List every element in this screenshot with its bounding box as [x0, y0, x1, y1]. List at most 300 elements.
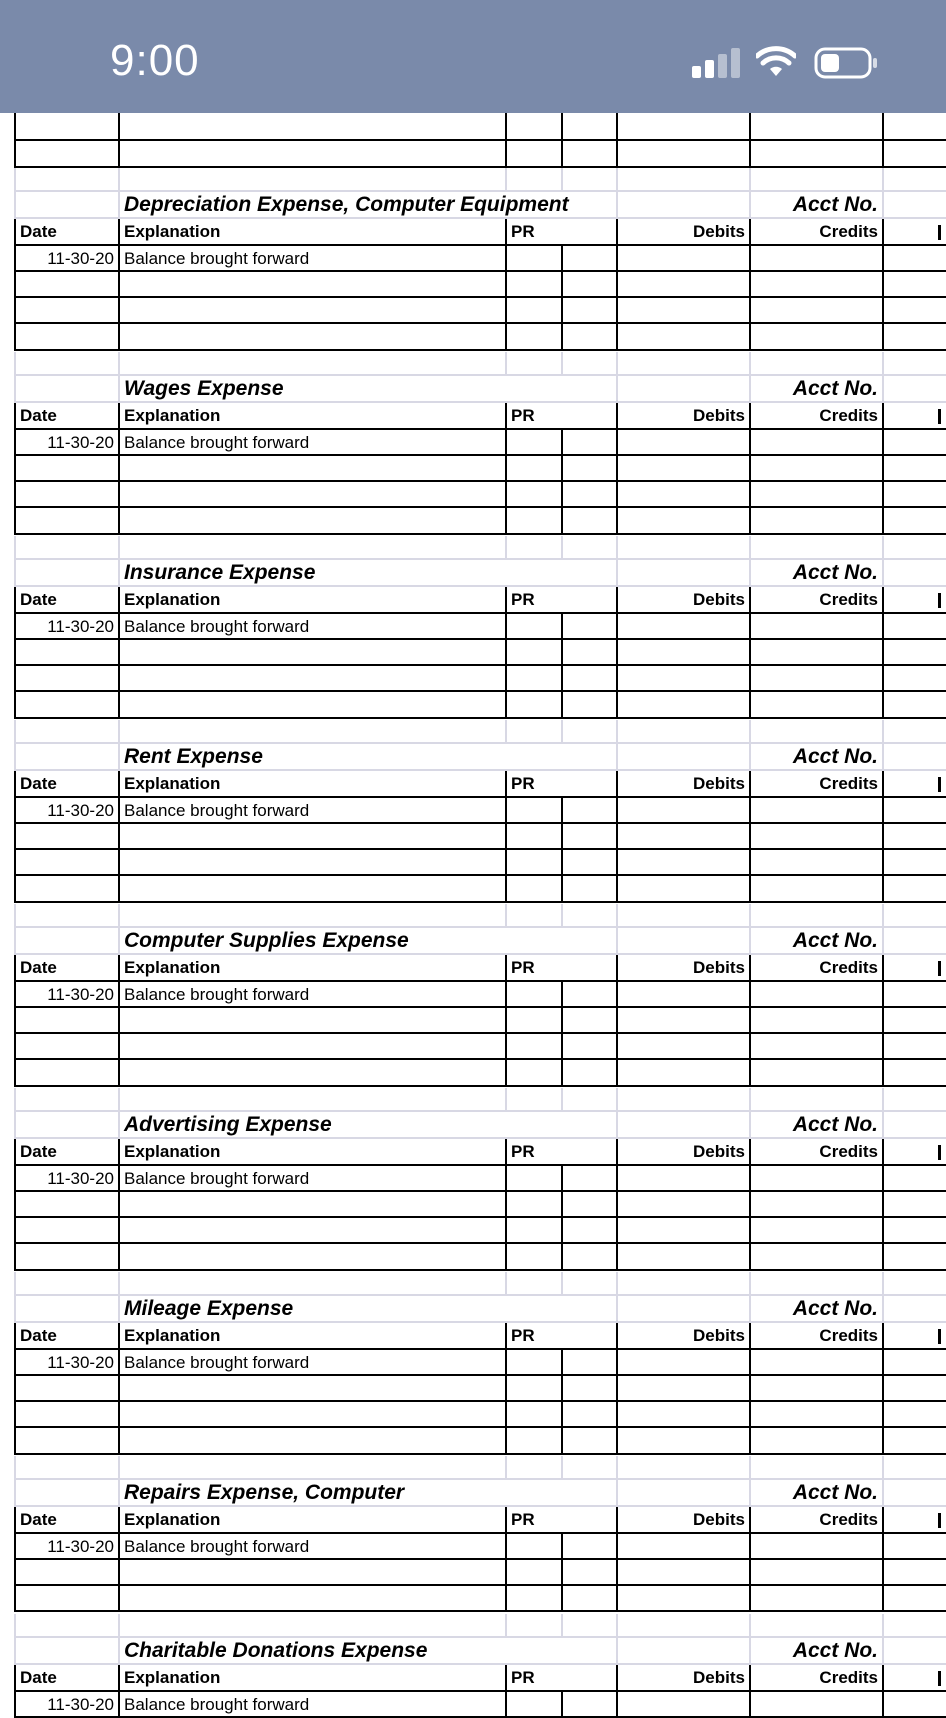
blank-cell[interactable]	[882, 692, 946, 719]
blank-cell[interactable]	[882, 1376, 946, 1402]
blank-cell[interactable]	[616, 824, 749, 850]
credits-header: Credits	[749, 1507, 882, 1534]
blank-cell[interactable]	[505, 692, 561, 719]
blank-cell[interactable]	[505, 1192, 561, 1218]
blank-cell[interactable]	[505, 1560, 561, 1586]
blank-cell[interactable]	[118, 1060, 505, 1087]
blank-cell[interactable]	[118, 1192, 505, 1218]
cell[interactable]	[882, 1534, 946, 1560]
entry-date[interactable]: 11-30-20	[14, 430, 118, 456]
blank-cell[interactable]	[505, 1008, 561, 1034]
date-header: Date	[14, 1139, 118, 1166]
blank-cell[interactable]	[882, 1560, 946, 1586]
cell	[749, 1456, 882, 1480]
blank-cell[interactable]	[561, 1008, 616, 1034]
entry-debit[interactable]	[616, 1534, 749, 1560]
entry-pr[interactable]	[505, 1534, 561, 1560]
entry-date[interactable]: 11-30-20	[14, 798, 118, 824]
cell[interactable]	[561, 614, 616, 640]
blank-cell[interactable]	[749, 1586, 882, 1612]
blank-cell[interactable]	[505, 1060, 561, 1087]
cell	[882, 1296, 946, 1323]
blank-cell[interactable]	[505, 640, 561, 666]
blank-cell[interactable]	[882, 482, 946, 508]
blank-cell[interactable]	[882, 1218, 946, 1244]
credits-header: Credits	[749, 587, 882, 614]
cell[interactable]	[561, 1534, 616, 1560]
acct-no-label: Acct No.	[749, 1638, 882, 1665]
blank-cell[interactable]	[561, 850, 616, 876]
blank-cell[interactable]	[882, 1402, 946, 1428]
explanation-header: Explanation	[118, 219, 505, 246]
blank-cell[interactable]	[505, 876, 561, 903]
blank-cell[interactable]	[505, 1218, 561, 1244]
debits-header: Debits	[616, 771, 749, 798]
blank-cell[interactable]	[118, 482, 505, 508]
blank-cell[interactable]	[616, 1218, 749, 1244]
debits-header: Debits	[616, 955, 749, 982]
cell[interactable]	[882, 1166, 946, 1192]
blank-cell[interactable]	[749, 876, 882, 903]
blank-cell[interactable]	[14, 1008, 118, 1034]
blank-cell[interactable]	[14, 666, 118, 692]
cell	[616, 192, 749, 219]
entry-credit[interactable]	[749, 246, 882, 272]
entry-date[interactable]: 11-30-20	[14, 1534, 118, 1560]
blank-cell[interactable]	[616, 1034, 749, 1060]
account-title: Mileage Expense	[118, 1296, 616, 1323]
blank-cell[interactable]	[882, 640, 946, 666]
blank-cell[interactable]	[561, 1060, 616, 1087]
blank-cell[interactable]	[118, 1560, 505, 1586]
blank-cell[interactable]	[561, 692, 616, 719]
entry-credit[interactable]	[749, 982, 882, 1008]
blank-cell[interactable]	[14, 1060, 118, 1087]
cell[interactable]	[561, 982, 616, 1008]
blank-cell[interactable]	[882, 1428, 946, 1455]
cell[interactable]	[882, 246, 946, 272]
blank-cell[interactable]	[561, 824, 616, 850]
blank-cell[interactable]	[14, 482, 118, 508]
cell	[616, 904, 749, 928]
blank-cell[interactable]	[749, 508, 882, 535]
explanation-header: Explanation	[118, 1507, 505, 1534]
blank-cell[interactable]	[616, 876, 749, 903]
debits-header: Debits	[616, 403, 749, 430]
acct-no-label: Acct No.	[749, 1296, 882, 1323]
cell	[882, 1456, 946, 1480]
blank-cell[interactable]	[749, 1428, 882, 1455]
entry-date[interactable]: 11-30-20	[14, 614, 118, 640]
date-header: Date	[14, 587, 118, 614]
blank-cell[interactable]	[14, 1376, 118, 1402]
blank-cell[interactable]	[118, 666, 505, 692]
cell	[505, 168, 561, 192]
blank-cell[interactable]	[14, 1218, 118, 1244]
blank-cell[interactable]	[118, 1008, 505, 1034]
blank-cell[interactable]	[561, 298, 616, 324]
entry-debit[interactable]	[616, 1350, 749, 1376]
cell	[616, 1456, 749, 1480]
entry-pr[interactable]	[505, 798, 561, 824]
blank-cell[interactable]	[749, 850, 882, 876]
blank-cell[interactable]	[561, 1586, 616, 1612]
cell[interactable]	[561, 1692, 616, 1718]
blank-cell[interactable]	[882, 1586, 946, 1612]
entry-credit[interactable]	[749, 798, 882, 824]
account-title: Advertising Expense	[118, 1112, 616, 1139]
blank-cell[interactable]	[561, 508, 616, 535]
blank-cell[interactable]	[561, 1560, 616, 1586]
blank-cell[interactable]	[561, 324, 616, 351]
blank-cell[interactable]	[749, 482, 882, 508]
blank-cell[interactable]	[882, 508, 946, 535]
blank-cell[interactable]	[616, 1244, 749, 1271]
blank-cell[interactable]	[561, 1402, 616, 1428]
entry-date[interactable]: 11-30-20	[14, 982, 118, 1008]
blank-cell[interactable]	[616, 850, 749, 876]
blank-cell[interactable]	[118, 640, 505, 666]
blank-cell[interactable]	[616, 1560, 749, 1586]
cell	[505, 1088, 561, 1112]
blank-cell[interactable]	[505, 666, 561, 692]
cell	[118, 352, 505, 376]
blank-cell[interactable]	[561, 456, 616, 482]
entry-pr[interactable]	[505, 614, 561, 640]
blank-cell[interactable]	[882, 298, 946, 324]
blank-cell[interactable]	[561, 640, 616, 666]
blank-cell[interactable]	[749, 1034, 882, 1060]
explanation-header: Explanation	[118, 403, 505, 430]
blank-cell[interactable]	[749, 1192, 882, 1218]
blank-cell[interactable]	[14, 1560, 118, 1586]
cell	[882, 1272, 946, 1296]
cell	[749, 720, 882, 744]
date-header: Date	[14, 1665, 118, 1692]
cell	[14, 1480, 118, 1507]
cell[interactable]	[882, 614, 946, 640]
blank-cell[interactable]	[14, 298, 118, 324]
entry-credit[interactable]	[749, 430, 882, 456]
blank-cell[interactable]	[616, 482, 749, 508]
cell[interactable]	[561, 798, 616, 824]
blank-cell[interactable]	[118, 824, 505, 850]
blank-cell[interactable]	[749, 692, 882, 719]
blank-cell[interactable]	[882, 324, 946, 351]
blank-cell[interactable]	[505, 850, 561, 876]
cell	[616, 1638, 749, 1665]
blank-cell[interactable]	[505, 298, 561, 324]
cell	[882, 771, 946, 798]
blank-cell[interactable]	[14, 1428, 118, 1455]
entry-credit[interactable]	[749, 614, 882, 640]
blank-cell[interactable]	[118, 1244, 505, 1271]
entry-explanation[interactable]: Balance brought forward	[118, 246, 505, 272]
blank-cell[interactable]	[14, 876, 118, 903]
blank-cell[interactable]	[561, 1192, 616, 1218]
blank-cell[interactable]	[749, 1060, 882, 1087]
date-header: Date	[14, 1323, 118, 1350]
entry-explanation[interactable]: Balance brought forward	[118, 1692, 505, 1718]
blank-cell[interactable]	[118, 876, 505, 903]
cell[interactable]	[561, 430, 616, 456]
entry-pr[interactable]	[505, 1692, 561, 1718]
blank-cell[interactable]	[505, 1586, 561, 1612]
cell	[616, 928, 749, 955]
cell	[561, 141, 616, 168]
blank-cell[interactable]	[118, 1376, 505, 1402]
entry-pr[interactable]	[505, 430, 561, 456]
cell	[616, 113, 749, 141]
blank-cell[interactable]	[14, 1192, 118, 1218]
blank-cell[interactable]	[616, 666, 749, 692]
blank-cell[interactable]	[749, 1008, 882, 1034]
blank-cell[interactable]	[505, 508, 561, 535]
cell	[749, 1614, 882, 1638]
account-title: Depreciation Expense, Computer Equipment	[118, 192, 616, 219]
blank-cell[interactable]	[118, 692, 505, 719]
blank-cell[interactable]	[749, 1402, 882, 1428]
blank-cell[interactable]	[561, 876, 616, 903]
blank-cell[interactable]	[561, 482, 616, 508]
cell	[616, 168, 749, 192]
cell	[882, 1112, 946, 1139]
cell	[14, 113, 118, 141]
blank-cell[interactable]	[118, 456, 505, 482]
entry-pr[interactable]	[505, 982, 561, 1008]
cell	[561, 1272, 616, 1296]
entry-credit[interactable]	[749, 1350, 882, 1376]
blank-cell[interactable]	[14, 850, 118, 876]
cell[interactable]	[882, 982, 946, 1008]
blank-cell[interactable]	[616, 1402, 749, 1428]
blank-cell[interactable]	[616, 456, 749, 482]
cell[interactable]	[561, 246, 616, 272]
blank-cell[interactable]	[561, 1428, 616, 1455]
blank-cell[interactable]	[749, 824, 882, 850]
blank-cell[interactable]	[561, 1244, 616, 1271]
blank-cell[interactable]	[616, 298, 749, 324]
blank-cell[interactable]	[14, 272, 118, 298]
blank-cell[interactable]	[14, 824, 118, 850]
blank-cell[interactable]	[118, 324, 505, 351]
blank-cell[interactable]	[882, 1192, 946, 1218]
blank-cell[interactable]	[118, 298, 505, 324]
pr-header: PR	[505, 1665, 616, 1692]
blank-cell[interactable]	[616, 1428, 749, 1455]
cell	[14, 904, 118, 928]
cell	[882, 113, 946, 141]
blank-cell[interactable]	[749, 1244, 882, 1271]
cell	[118, 536, 505, 560]
blank-cell[interactable]	[14, 1244, 118, 1271]
cell	[118, 1456, 505, 1480]
entry-pr[interactable]	[505, 246, 561, 272]
entry-explanation[interactable]: Balance brought forward	[118, 798, 505, 824]
cell	[616, 1614, 749, 1638]
blank-cell[interactable]	[118, 272, 505, 298]
blank-cell[interactable]	[14, 324, 118, 351]
blank-cell[interactable]	[616, 1008, 749, 1034]
cell[interactable]	[882, 1350, 946, 1376]
blank-cell[interactable]	[616, 1376, 749, 1402]
blank-cell[interactable]	[616, 1192, 749, 1218]
blank-cell[interactable]	[749, 1376, 882, 1402]
blank-cell[interactable]	[14, 692, 118, 719]
cell	[882, 1139, 946, 1166]
cell	[882, 192, 946, 219]
blank-cell[interactable]	[561, 1218, 616, 1244]
entry-debit[interactable]	[616, 430, 749, 456]
entry-explanation[interactable]: Balance brought forward	[118, 1166, 505, 1192]
signal-icon	[692, 48, 740, 78]
entry-debit[interactable]	[616, 1692, 749, 1718]
blank-cell[interactable]	[882, 666, 946, 692]
cell	[616, 1272, 749, 1296]
blank-cell[interactable]	[616, 272, 749, 298]
blank-cell[interactable]	[14, 508, 118, 535]
blank-cell[interactable]	[505, 1428, 561, 1455]
cell[interactable]	[561, 1350, 616, 1376]
blank-cell[interactable]	[505, 456, 561, 482]
blank-cell[interactable]	[505, 272, 561, 298]
blank-cell[interactable]	[882, 1008, 946, 1034]
cell	[505, 720, 561, 744]
blank-cell[interactable]	[882, 272, 946, 298]
blank-cell[interactable]	[505, 1244, 561, 1271]
cell	[616, 1088, 749, 1112]
blank-cell[interactable]	[616, 1060, 749, 1087]
entry-date[interactable]: 11-30-20	[14, 1692, 118, 1718]
acct-no-label: Acct No.	[749, 192, 882, 219]
entry-date[interactable]: 11-30-20	[14, 1350, 118, 1376]
blank-cell[interactable]	[14, 1034, 118, 1060]
entry-credit[interactable]	[749, 1534, 882, 1560]
cell	[749, 1088, 882, 1112]
battery-icon	[814, 46, 878, 80]
blank-cell[interactable]	[505, 482, 561, 508]
entry-pr[interactable]	[505, 1166, 561, 1192]
blank-cell[interactable]	[616, 692, 749, 719]
pr-header: PR	[505, 1139, 616, 1166]
acct-no-label: Acct No.	[749, 376, 882, 403]
entry-explanation[interactable]: Balance brought forward	[118, 614, 505, 640]
cell[interactable]	[882, 1692, 946, 1718]
blank-cell[interactable]	[118, 1218, 505, 1244]
clock: 9:00	[110, 36, 200, 85]
blank-cell[interactable]	[882, 456, 946, 482]
blank-cell[interactable]	[118, 1402, 505, 1428]
blank-cell[interactable]	[561, 272, 616, 298]
blank-cell[interactable]	[749, 324, 882, 351]
blank-cell[interactable]	[561, 1034, 616, 1060]
entry-explanation[interactable]: Balance brought forward	[118, 982, 505, 1008]
entry-date[interactable]: 11-30-20	[14, 246, 118, 272]
cell	[14, 1088, 118, 1112]
entry-credit[interactable]	[749, 1166, 882, 1192]
blank-cell[interactable]	[749, 666, 882, 692]
blank-cell[interactable]	[749, 1218, 882, 1244]
blank-cell[interactable]	[505, 1376, 561, 1402]
blank-cell[interactable]	[749, 640, 882, 666]
debits-header: Debits	[616, 1323, 749, 1350]
entry-explanation[interactable]: Balance brought forward	[118, 430, 505, 456]
debits-header: Debits	[616, 587, 749, 614]
cell	[505, 1272, 561, 1296]
cell	[561, 904, 616, 928]
blank-cell[interactable]	[561, 666, 616, 692]
cell	[118, 904, 505, 928]
blank-cell[interactable]	[505, 1402, 561, 1428]
cell	[118, 113, 505, 141]
cell	[882, 403, 946, 430]
account-title: Wages Expense	[118, 376, 616, 403]
blank-cell[interactable]	[749, 272, 882, 298]
blank-cell[interactable]	[616, 640, 749, 666]
cell	[616, 1112, 749, 1139]
blank-cell[interactable]	[14, 1402, 118, 1428]
blank-cell[interactable]	[882, 1060, 946, 1087]
entry-explanation[interactable]: Balance brought forward	[118, 1534, 505, 1560]
entry-pr[interactable]	[505, 1350, 561, 1376]
blank-cell[interactable]	[118, 850, 505, 876]
entry-debit[interactable]	[616, 246, 749, 272]
blank-cell[interactable]	[882, 1244, 946, 1271]
debits-header: Debits	[616, 219, 749, 246]
entry-debit[interactable]	[616, 1166, 749, 1192]
cell[interactable]	[561, 1166, 616, 1192]
blank-cell[interactable]	[505, 824, 561, 850]
blank-cell[interactable]	[616, 1586, 749, 1612]
entry-debit[interactable]	[616, 614, 749, 640]
cell	[118, 141, 505, 168]
blank-cell[interactable]	[118, 1586, 505, 1612]
blank-cell[interactable]	[749, 298, 882, 324]
blank-cell[interactable]	[118, 1428, 505, 1455]
cell	[616, 141, 749, 168]
date-header: Date	[14, 771, 118, 798]
blank-cell[interactable]	[561, 1376, 616, 1402]
blank-cell[interactable]	[14, 1586, 118, 1612]
entry-date[interactable]: 11-30-20	[14, 1166, 118, 1192]
blank-cell[interactable]	[882, 850, 946, 876]
cell	[882, 141, 946, 168]
blank-cell[interactable]	[14, 640, 118, 666]
entry-explanation[interactable]: Balance brought forward	[118, 1350, 505, 1376]
blank-cell[interactable]	[505, 324, 561, 351]
blank-cell[interactable]	[505, 1034, 561, 1060]
entry-credit[interactable]	[749, 1692, 882, 1718]
blank-cell[interactable]	[616, 508, 749, 535]
cell	[561, 352, 616, 376]
cell	[749, 904, 882, 928]
blank-cell[interactable]	[616, 324, 749, 351]
blank-cell[interactable]	[118, 1034, 505, 1060]
blank-cell[interactable]	[882, 876, 946, 903]
entry-debit[interactable]	[616, 798, 749, 824]
blank-cell[interactable]	[882, 1034, 946, 1060]
cell[interactable]	[882, 798, 946, 824]
blank-cell[interactable]	[118, 508, 505, 535]
cell[interactable]	[882, 430, 946, 456]
acct-no-label: Acct No.	[749, 560, 882, 587]
entry-debit[interactable]	[616, 982, 749, 1008]
blank-cell[interactable]	[14, 456, 118, 482]
blank-cell[interactable]	[749, 456, 882, 482]
blank-cell[interactable]	[882, 824, 946, 850]
account-title: Repairs Expense, Computer	[118, 1480, 616, 1507]
blank-cell[interactable]	[749, 1560, 882, 1586]
